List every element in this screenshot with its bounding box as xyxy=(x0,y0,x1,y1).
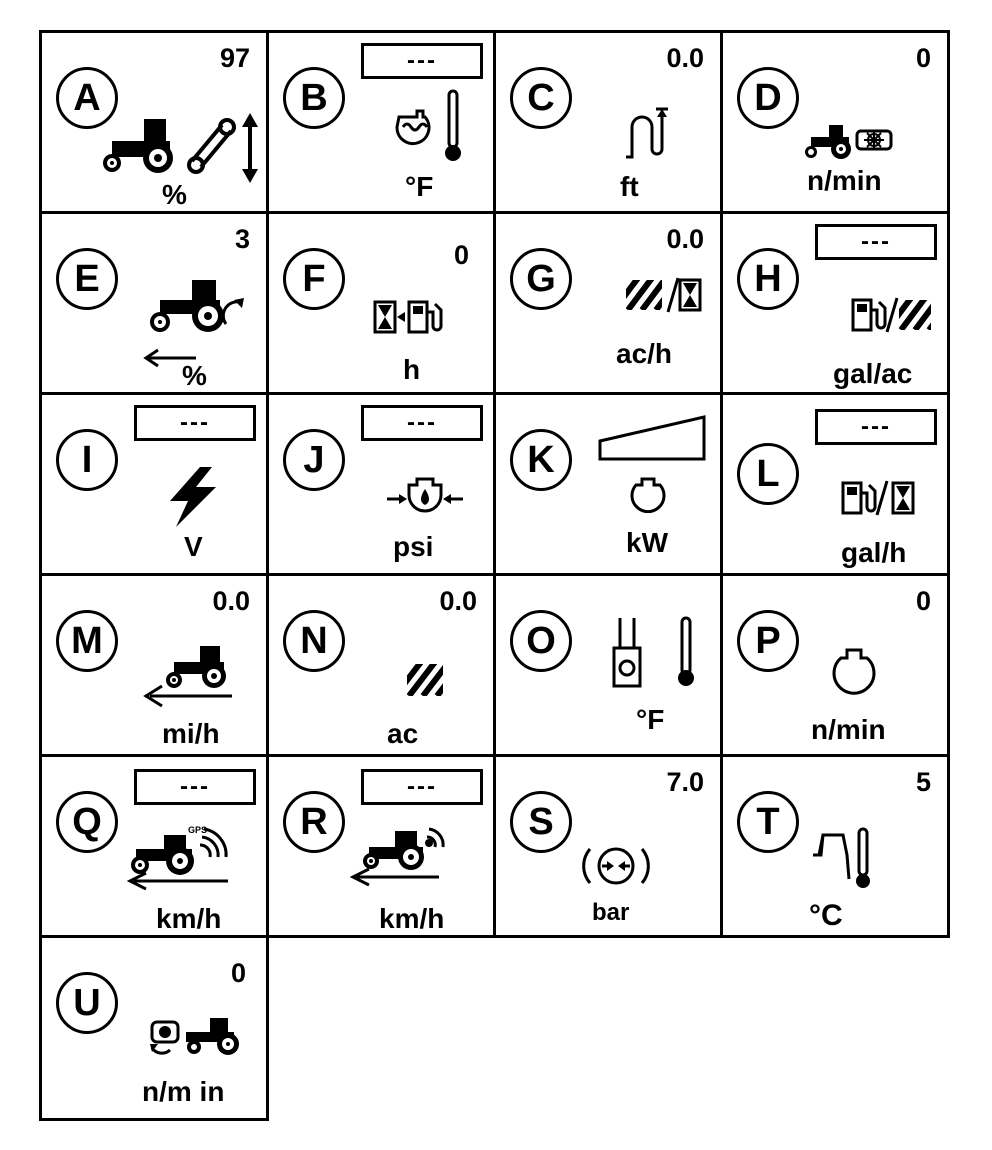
area-per-hour-icon xyxy=(624,278,704,314)
tile-n xyxy=(266,573,496,757)
tile-s xyxy=(493,754,723,938)
tile-r xyxy=(266,754,496,938)
tile-unit: n/min xyxy=(807,165,882,196)
tile-letter: D xyxy=(737,67,799,129)
tile-unit: km/h xyxy=(379,903,445,934)
tile-value-box: --- xyxy=(361,405,483,441)
tile-value-box: --- xyxy=(134,769,256,805)
tractor-belt-height-icon xyxy=(100,113,270,183)
tile-unit: bar xyxy=(592,899,630,926)
tile-unit: n/min xyxy=(811,714,886,745)
tile-d xyxy=(720,30,950,214)
tile-letter: E xyxy=(56,248,118,310)
tile-unit: psi xyxy=(393,531,434,562)
tile-letter: M xyxy=(56,610,118,672)
implement-depth-icon xyxy=(624,107,680,159)
fuel-rate-icon xyxy=(841,481,921,517)
tile-value: 7.0 xyxy=(666,767,704,797)
tile-c xyxy=(493,30,723,214)
tile-unit: °F xyxy=(636,704,665,735)
tile-value: 0 xyxy=(915,586,931,616)
tile-j xyxy=(266,392,496,576)
tile-unit: kW xyxy=(626,527,668,558)
tile-letter: T xyxy=(737,791,799,853)
tile-value: 5 xyxy=(915,767,931,797)
tile-letter: S xyxy=(510,791,572,853)
tile-unit: % xyxy=(162,179,187,210)
tile-b xyxy=(266,30,496,214)
radar-ground-speed-icon xyxy=(349,821,469,887)
tile-value: 0 xyxy=(915,43,931,73)
tile-value: 0.0 xyxy=(666,224,704,254)
tile-letter: O xyxy=(510,610,572,672)
tile-letter: N xyxy=(283,610,345,672)
tile-letter: K xyxy=(510,429,572,491)
tile-f xyxy=(266,211,496,395)
transmission-oil-temperature-icon xyxy=(610,614,710,694)
gps-ground-speed-icon xyxy=(126,821,246,887)
outside-temperature-icon xyxy=(811,829,881,889)
fuel-per-area-icon xyxy=(851,298,935,334)
engine-oil-pressure-icon xyxy=(385,475,465,519)
tile-a xyxy=(39,30,269,214)
tile-value: 0.0 xyxy=(212,586,250,616)
engine-coolant-temperature-icon xyxy=(389,91,469,163)
tile-unit: mi/h xyxy=(162,718,220,749)
tile-unit: gal/ac xyxy=(833,358,913,389)
front-pto-speed-icon xyxy=(146,1014,246,1058)
tile-value: 0 xyxy=(230,958,246,988)
tile-letter: I xyxy=(56,429,118,491)
tile-q xyxy=(39,754,269,938)
tile-value: 0.0 xyxy=(666,43,704,73)
engine-power-icon xyxy=(596,411,708,521)
tile-unit: °C xyxy=(809,899,843,932)
tile-unit: gal/h xyxy=(841,537,907,568)
tile-unit: h xyxy=(403,354,421,385)
tile-m xyxy=(39,573,269,757)
tile-letter: J xyxy=(283,429,345,491)
fuel-remaining-hours-icon xyxy=(373,300,453,336)
tile-letter: H xyxy=(737,248,799,310)
tile-value: 3 xyxy=(234,224,250,254)
ground-speed-icon xyxy=(142,642,238,710)
tile-unit: °F xyxy=(405,171,434,202)
tile-unit: ac/h xyxy=(616,338,673,369)
tile-unit: % xyxy=(182,360,207,391)
tile-value-box: --- xyxy=(815,409,937,445)
tile-unit: ft xyxy=(620,171,639,202)
battery-voltage-icon xyxy=(166,467,222,527)
svg-text:GPS: GPS xyxy=(188,825,208,835)
tile-k xyxy=(493,392,723,576)
tile-letter: C xyxy=(510,67,572,129)
tile-g xyxy=(493,211,723,395)
tile-o xyxy=(493,573,723,757)
brake-pressure-icon xyxy=(580,841,652,891)
tractor-pto-speed-icon xyxy=(803,121,899,161)
tile-t xyxy=(720,754,950,938)
area-worked-icon xyxy=(405,662,445,698)
tile-value-box: --- xyxy=(815,224,937,260)
tile-letter: L xyxy=(737,443,799,505)
tile-value-box: --- xyxy=(361,769,483,805)
tile-letter: G xyxy=(510,248,572,310)
tile-letter: Q xyxy=(56,791,118,853)
tile-value-box: --- xyxy=(134,405,256,441)
tile-e xyxy=(39,211,269,395)
tile-value: 0.0 xyxy=(439,586,477,616)
tile-unit: ac xyxy=(387,718,419,749)
tile-h xyxy=(720,211,950,395)
tile-letter: U xyxy=(56,972,118,1034)
tile-letter: F xyxy=(283,248,345,310)
tile-l xyxy=(720,392,950,576)
tile-letter: R xyxy=(283,791,345,853)
engine-speed-icon xyxy=(829,646,879,702)
tile-u xyxy=(39,935,269,1121)
tile-letter: P xyxy=(737,610,799,672)
wheel-slip-icon xyxy=(140,276,250,366)
tile-value: 97 xyxy=(219,43,250,73)
tile-letter: B xyxy=(283,67,345,129)
tile-p xyxy=(720,573,950,757)
tile-unit: V xyxy=(184,531,203,562)
tile-value: 0 xyxy=(453,240,469,270)
tile-unit: km/h xyxy=(156,903,222,934)
tile-letter: A xyxy=(56,67,118,129)
tile-i xyxy=(39,392,269,576)
tile-value-box: --- xyxy=(361,43,483,79)
tile-unit: n/m in xyxy=(142,1076,225,1107)
